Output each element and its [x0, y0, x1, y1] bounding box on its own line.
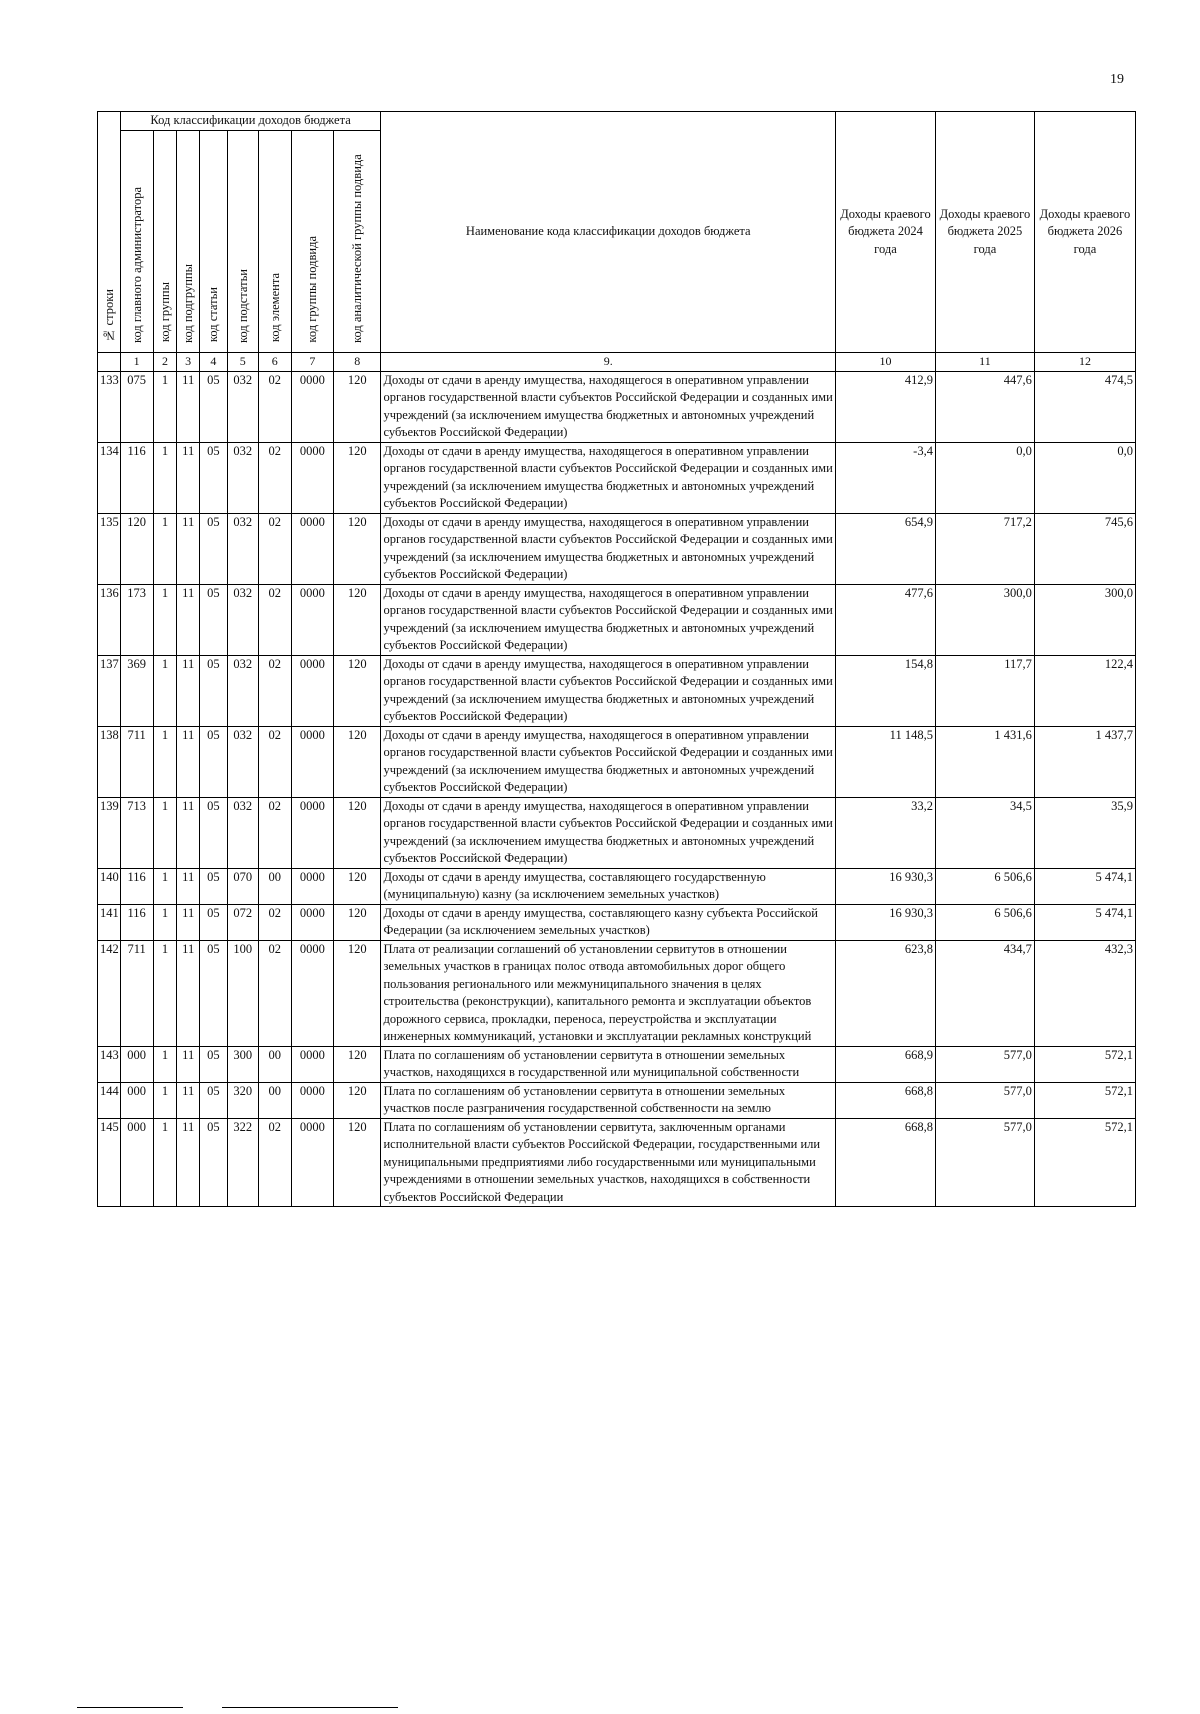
header-subgroup-code: код подгруппы	[177, 130, 200, 353]
header-analytic-group-code: код аналитической группы подвида	[333, 130, 381, 353]
revenue-2025: 34,5	[935, 797, 1034, 868]
subtype-group-code: 0000	[291, 797, 333, 868]
article-code: 05	[200, 442, 228, 513]
column-number: 5	[227, 353, 258, 372]
row-number: 133	[98, 371, 121, 442]
group-code: 1	[153, 371, 177, 442]
revenue-2024: -3,4	[836, 442, 936, 513]
revenue-name: Доходы от сдачи в аренду имущества, составляющего государственную (муниципальную) казну (за исключением земельных участков)	[381, 868, 836, 904]
article-code: 05	[200, 1046, 228, 1082]
row-number: 140	[98, 868, 121, 904]
column-number: 3	[177, 353, 200, 372]
revenue-name: Плата от реализации соглашений об установлении сервитутов в отношении земельных участков в границах полос отвода автомобильных дорог общего пользования регионального или межмуниципального значения в целях строительства (реконструкции), капитального ремонта и эксплуатации объектов дорожного сервиса, прокладки, переноса, переустройства и эксплуатации инженерных коммуникаций, установки и эксплуатации рекламных конструкций	[381, 940, 836, 1046]
header-classification-group: Код классификации доходов бюджета	[120, 112, 381, 131]
revenue-2026: 5 474,1	[1034, 868, 1135, 904]
table-row	[98, 940, 1136, 1046]
header-group-code: код группы	[153, 130, 177, 353]
analytic-group-code: 120	[333, 868, 381, 904]
column-number: 12	[1034, 353, 1135, 372]
element-code: 02	[258, 1118, 291, 1207]
revenue-name: Доходы от сдачи в аренду имущества, находящегося в оперативном управлении органов государственной власти субъектов Российской Федерации и созданных ими учреждений (за исключением имущества бюджетных и автономных учреждений субъектов Российской Федерации)	[381, 655, 836, 726]
admin-code: 000	[120, 1118, 153, 1207]
header-element-code: код элемента	[258, 130, 291, 353]
revenue-2025: 577,0	[935, 1046, 1034, 1082]
row-number: 137	[98, 655, 121, 726]
column-number: 1	[120, 353, 153, 372]
admin-code: 116	[120, 442, 153, 513]
revenue-2026: 1 437,7	[1034, 726, 1135, 797]
revenue-2025: 300,0	[935, 584, 1034, 655]
revenue-2025: 6 506,6	[935, 868, 1034, 904]
revenue-2026: 0,0	[1034, 442, 1135, 513]
group-code: 1	[153, 868, 177, 904]
admin-code: 120	[120, 513, 153, 584]
subgroup-code: 11	[177, 655, 200, 726]
row-number: 135	[98, 513, 121, 584]
admin-code: 116	[120, 904, 153, 940]
article-code: 05	[200, 868, 228, 904]
subarticle-code: 032	[227, 584, 258, 655]
subgroup-code: 11	[177, 797, 200, 868]
row-number: 143	[98, 1046, 121, 1082]
header-2024: Доходы краевого бюджета 2024 года	[836, 112, 936, 353]
row-number: 139	[98, 797, 121, 868]
analytic-group-code: 120	[333, 1082, 381, 1118]
element-code: 02	[258, 797, 291, 868]
revenue-2024: 33,2	[836, 797, 936, 868]
table-row	[98, 1118, 1136, 1207]
element-code: 02	[258, 904, 291, 940]
table-row	[98, 371, 1136, 442]
article-code: 05	[200, 513, 228, 584]
header-row-number: № строки	[98, 112, 121, 353]
subtype-group-code: 0000	[291, 584, 333, 655]
subtype-group-code: 0000	[291, 1118, 333, 1207]
revenue-2026: 572,1	[1034, 1046, 1135, 1082]
element-code: 00	[258, 868, 291, 904]
revenue-2024: 154,8	[836, 655, 936, 726]
group-code: 1	[153, 442, 177, 513]
analytic-group-code: 120	[333, 1046, 381, 1082]
row-number: 134	[98, 442, 121, 513]
revenue-2026: 300,0	[1034, 584, 1135, 655]
subtype-group-code: 0000	[291, 655, 333, 726]
header-2025: Доходы краевого бюджета 2025 года	[935, 112, 1034, 353]
revenue-2026: 5 474,1	[1034, 904, 1135, 940]
revenue-name: Доходы от сдачи в аренду имущества, находящегося в оперативном управлении органов государственной власти субъектов Российской Федерации и созданных ими учреждений (за исключением имущества бюджетных и автономных учреждений субъектов Российской Федерации)	[381, 371, 836, 442]
subtype-group-code: 0000	[291, 442, 333, 513]
header-article-code: код статьи	[200, 130, 228, 353]
revenue-2025: 117,7	[935, 655, 1034, 726]
revenue-2025: 6 506,6	[935, 904, 1034, 940]
header-2026: Доходы краевого бюджета 2026 года	[1034, 112, 1135, 353]
table-row	[98, 868, 1136, 904]
revenue-name: Доходы от сдачи в аренду имущества, составляющего казну субъекта Российской Федерации (за исключением земельных участков)	[381, 904, 836, 940]
analytic-group-code: 120	[333, 655, 381, 726]
subgroup-code: 11	[177, 584, 200, 655]
revenue-name: Плата по соглашениям об установлении сервитута в отношении земельных участков, находящихся в государственной или муниципальной собственности	[381, 1046, 836, 1082]
element-code: 02	[258, 513, 291, 584]
group-code: 1	[153, 513, 177, 584]
row-number: 141	[98, 904, 121, 940]
header-subtype-group-code: код группы подвида	[291, 130, 333, 353]
subarticle-code: 072	[227, 904, 258, 940]
revenue-2024: 668,8	[836, 1118, 936, 1207]
admin-code: 369	[120, 655, 153, 726]
group-code: 1	[153, 584, 177, 655]
subtype-group-code: 0000	[291, 371, 333, 442]
row-number: 136	[98, 584, 121, 655]
header-name: Наименование кода классификации доходов бюджета	[381, 112, 836, 353]
article-code: 05	[200, 940, 228, 1046]
subgroup-code: 11	[177, 1082, 200, 1118]
article-code: 05	[200, 371, 228, 442]
element-code: 00	[258, 1046, 291, 1082]
table-row	[98, 1082, 1136, 1118]
group-code: 1	[153, 726, 177, 797]
table-row	[98, 513, 1136, 584]
subarticle-code: 032	[227, 442, 258, 513]
header-admin-code: код главного администратора	[120, 130, 153, 353]
article-code: 05	[200, 584, 228, 655]
element-code: 02	[258, 442, 291, 513]
subarticle-code: 032	[227, 726, 258, 797]
element-code: 02	[258, 726, 291, 797]
article-code: 05	[200, 655, 228, 726]
revenue-2024: 654,9	[836, 513, 936, 584]
subgroup-code: 11	[177, 1118, 200, 1207]
analytic-group-code: 120	[333, 584, 381, 655]
subarticle-code: 070	[227, 868, 258, 904]
subtype-group-code: 0000	[291, 1082, 333, 1118]
subgroup-code: 11	[177, 940, 200, 1046]
column-number: 4	[200, 353, 228, 372]
revenue-2024: 668,8	[836, 1082, 936, 1118]
revenue-name: Доходы от сдачи в аренду имущества, находящегося в оперативном управлении органов государственной власти субъектов Российской Федерации и созданных ими учреждений (за исключением имущества бюджетных и автономных учреждений субъектов Российской Федерации)	[381, 797, 836, 868]
article-code: 05	[200, 1082, 228, 1118]
revenue-2026: 572,1	[1034, 1082, 1135, 1118]
table-row	[98, 584, 1136, 655]
table-row	[98, 904, 1136, 940]
admin-code: 713	[120, 797, 153, 868]
revenue-2026: 572,1	[1034, 1118, 1135, 1207]
column-number: 10	[836, 353, 936, 372]
subarticle-code: 032	[227, 371, 258, 442]
revenue-2025: 577,0	[935, 1118, 1034, 1207]
column-number: 6	[258, 353, 291, 372]
element-code: 02	[258, 655, 291, 726]
subtype-group-code: 0000	[291, 726, 333, 797]
element-code: 02	[258, 371, 291, 442]
element-code: 00	[258, 1082, 291, 1118]
revenue-2024: 623,8	[836, 940, 936, 1046]
group-code: 1	[153, 940, 177, 1046]
group-code: 1	[153, 1118, 177, 1207]
revenue-2025: 577,0	[935, 1082, 1034, 1118]
page-number: 19	[1110, 72, 1124, 87]
analytic-group-code: 120	[333, 371, 381, 442]
analytic-group-code: 120	[333, 513, 381, 584]
analytic-group-code: 120	[333, 442, 381, 513]
subtype-group-code: 0000	[291, 904, 333, 940]
subgroup-code: 11	[177, 904, 200, 940]
revenue-2024: 11 148,5	[836, 726, 936, 797]
analytic-group-code: 120	[333, 1118, 381, 1207]
table-row	[98, 442, 1136, 513]
column-number	[98, 353, 121, 372]
analytic-group-code: 120	[333, 904, 381, 940]
subarticle-code: 032	[227, 513, 258, 584]
revenue-2024: 16 930,3	[836, 868, 936, 904]
row-number: 144	[98, 1082, 121, 1118]
revenue-2024: 668,9	[836, 1046, 936, 1082]
revenue-2025: 447,6	[935, 371, 1034, 442]
footer-rule-right	[222, 1707, 398, 1708]
analytic-group-code: 120	[333, 940, 381, 1046]
row-number: 145	[98, 1118, 121, 1207]
row-number: 142	[98, 940, 121, 1046]
article-code: 05	[200, 1118, 228, 1207]
admin-code: 075	[120, 371, 153, 442]
revenue-2025: 0,0	[935, 442, 1034, 513]
subarticle-code: 320	[227, 1082, 258, 1118]
column-number-row	[98, 353, 1136, 372]
admin-code: 711	[120, 726, 153, 797]
revenue-2026: 432,3	[1034, 940, 1135, 1046]
revenue-2025: 717,2	[935, 513, 1034, 584]
revenue-name: Плата по соглашениям об установлении сервитута, заключенным органами исполнительной власти субъектов Российской Федерации, государственными или муниципальными предприятиями либо государственными или муниципальными учреждениями в отношении земельных участков, находящихся в собственности субъектов Российской Федерации	[381, 1118, 836, 1207]
subgroup-code: 11	[177, 868, 200, 904]
column-number: 8	[333, 353, 381, 372]
table-row	[98, 655, 1136, 726]
revenue-2025: 1 431,6	[935, 726, 1034, 797]
subarticle-code: 032	[227, 797, 258, 868]
element-code: 02	[258, 940, 291, 1046]
column-number: 11	[935, 353, 1034, 372]
subgroup-code: 11	[177, 371, 200, 442]
subarticle-code: 300	[227, 1046, 258, 1082]
subtype-group-code: 0000	[291, 1046, 333, 1082]
analytic-group-code: 120	[333, 797, 381, 868]
admin-code: 173	[120, 584, 153, 655]
subgroup-code: 11	[177, 513, 200, 584]
group-code: 1	[153, 1046, 177, 1082]
revenue-name: Доходы от сдачи в аренду имущества, находящегося в оперативном управлении органов государственной власти субъектов Российской Федерации и созданных ими учреждений (за исключением имущества бюджетных и автономных учреждений субъектов Российской Федерации)	[381, 442, 836, 513]
revenue-2025: 434,7	[935, 940, 1034, 1046]
subtype-group-code: 0000	[291, 513, 333, 584]
subtype-group-code: 0000	[291, 868, 333, 904]
budget-revenue-table	[97, 111, 1136, 1207]
revenue-2026: 35,9	[1034, 797, 1135, 868]
revenue-2026: 122,4	[1034, 655, 1135, 726]
revenue-2024: 16 930,3	[836, 904, 936, 940]
footer-rule-left	[77, 1707, 183, 1708]
column-number: 7	[291, 353, 333, 372]
header-subarticle-code: код подстатьи	[227, 130, 258, 353]
subarticle-code: 032	[227, 655, 258, 726]
revenue-2024: 477,6	[836, 584, 936, 655]
table-row	[98, 797, 1136, 868]
subarticle-code: 100	[227, 940, 258, 1046]
admin-code: 000	[120, 1046, 153, 1082]
subgroup-code: 11	[177, 726, 200, 797]
article-code: 05	[200, 726, 228, 797]
subgroup-code: 11	[177, 442, 200, 513]
revenue-name: Доходы от сдачи в аренду имущества, находящегося в оперативном управлении органов государственной власти субъектов Российской Федерации и созданных ими учреждений (за исключением имущества бюджетных и автономных учреждений субъектов Российской Федерации)	[381, 726, 836, 797]
revenue-2026: 474,5	[1034, 371, 1135, 442]
article-code: 05	[200, 797, 228, 868]
subtype-group-code: 0000	[291, 940, 333, 1046]
revenue-name: Плата по соглашениям об установлении сервитута в отношении земельных участков после разграничения государственной собственности на землю	[381, 1082, 836, 1118]
revenue-2026: 745,6	[1034, 513, 1135, 584]
column-number: 2	[153, 353, 177, 372]
revenue-name: Доходы от сдачи в аренду имущества, находящегося в оперативном управлении органов государственной власти субъектов Российской Федерации и созданных ими учреждений (за исключением имущества бюджетных и автономных учреждений субъектов Российской Федерации)	[381, 584, 836, 655]
subgroup-code: 11	[177, 1046, 200, 1082]
column-number: 9.	[381, 353, 836, 372]
admin-code: 116	[120, 868, 153, 904]
analytic-group-code: 120	[333, 726, 381, 797]
row-number: 138	[98, 726, 121, 797]
admin-code: 711	[120, 940, 153, 1046]
revenue-2024: 412,9	[836, 371, 936, 442]
group-code: 1	[153, 904, 177, 940]
article-code: 05	[200, 904, 228, 940]
element-code: 02	[258, 584, 291, 655]
subarticle-code: 322	[227, 1118, 258, 1207]
table-row	[98, 726, 1136, 797]
group-code: 1	[153, 797, 177, 868]
table-row	[98, 1046, 1136, 1082]
admin-code: 000	[120, 1082, 153, 1118]
group-code: 1	[153, 1082, 177, 1118]
revenue-name: Доходы от сдачи в аренду имущества, находящегося в оперативном управлении органов государственной власти субъектов Российской Федерации и созданных ими учреждений (за исключением имущества бюджетных и автономных учреждений субъектов Российской Федерации)	[381, 513, 836, 584]
group-code: 1	[153, 655, 177, 726]
